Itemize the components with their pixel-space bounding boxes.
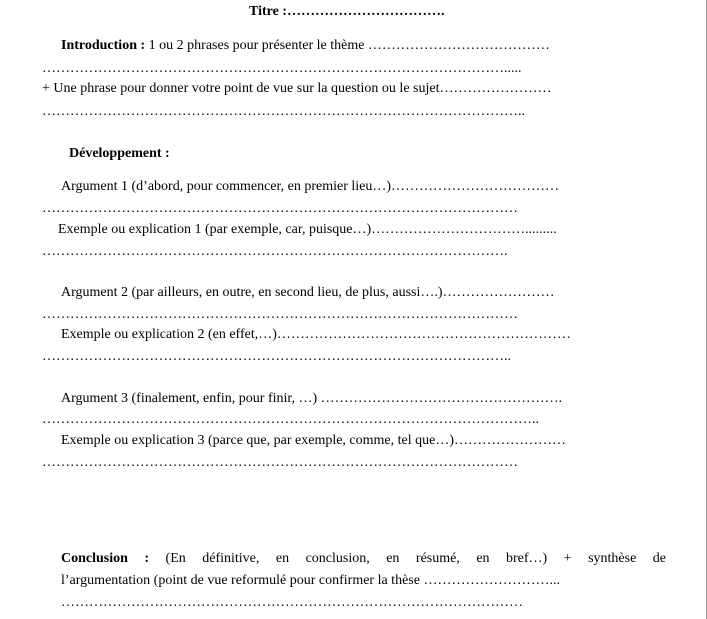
conclusion-label: Conclusion : bbox=[61, 551, 150, 566]
title-line bbox=[249, 3, 444, 21]
example-3-dots-line: ………………………………………………………………………………………… bbox=[42, 455, 518, 470]
argument-2-dots-line: ………………………………………………………………………………………… bbox=[42, 307, 518, 322]
conclusion-text-1: (En définitive, en conclusion, en résumé, en bref…) + synthèse de bbox=[149, 551, 666, 566]
title-label: Titre : bbox=[249, 4, 287, 19]
argument-3-line: Argument 3 (finalement, enfin, pour finir, …) ……………………………………………. bbox=[61, 391, 563, 406]
introduction-dots-line-1: ………………………………………………………………………………………..... bbox=[42, 61, 522, 76]
example-1-line: Exemple ou explication 1 (par exemple, car, puisque…)……………………………......... bbox=[58, 222, 557, 237]
conclusion-line-1 bbox=[61, 550, 666, 568]
example-2-dots-line: ……………………………………………………………………………………….. bbox=[42, 349, 511, 364]
introduction-dots-line-2: ………………………………………………………………………………………….. bbox=[42, 104, 525, 119]
argument-2-line: Argument 2 (par ailleurs, en outre, en second lieu, de plus, aussi….)…………………… bbox=[61, 285, 555, 300]
introduction-point-of-view-line: + Une phrase pour donner votre point de vue sur la question ou le sujet…………………… bbox=[42, 81, 552, 96]
introduction-text: 1 ou 2 phrases pour présenter le thème ………………………………… bbox=[145, 38, 550, 53]
argument-3-dots-line: …………………………………………………………………………………………….. bbox=[42, 412, 539, 427]
argument-1-line: Argument 1 (d’abord, pour commencer, en premier lieu…)……………………………… bbox=[61, 179, 560, 194]
example-1-dots-line: ………………………………………………………………………………………. bbox=[42, 244, 508, 259]
example-3-line: Exemple ou explication 3 (parce que, par exemple, comme, tel que…)…………………… bbox=[61, 433, 567, 448]
introduction-line bbox=[61, 37, 550, 55]
conclusion-dots-line: ……………………………………………………………………………………… bbox=[61, 595, 523, 610]
example-2-line: Exemple ou explication 2 (en effet,…)……………………………………………………… bbox=[61, 327, 571, 342]
argument-1-dots-line: ………………………………………………………………………………………… bbox=[42, 201, 518, 216]
developpement-heading: Développement : bbox=[69, 146, 170, 161]
introduction-label: Introduction : bbox=[61, 38, 146, 53]
title-dots: ……………………………. bbox=[286, 4, 445, 19]
conclusion-line-2: l’argumentation (point de vue reformulé pour confirmer la thèse ………………………... bbox=[61, 573, 560, 588]
